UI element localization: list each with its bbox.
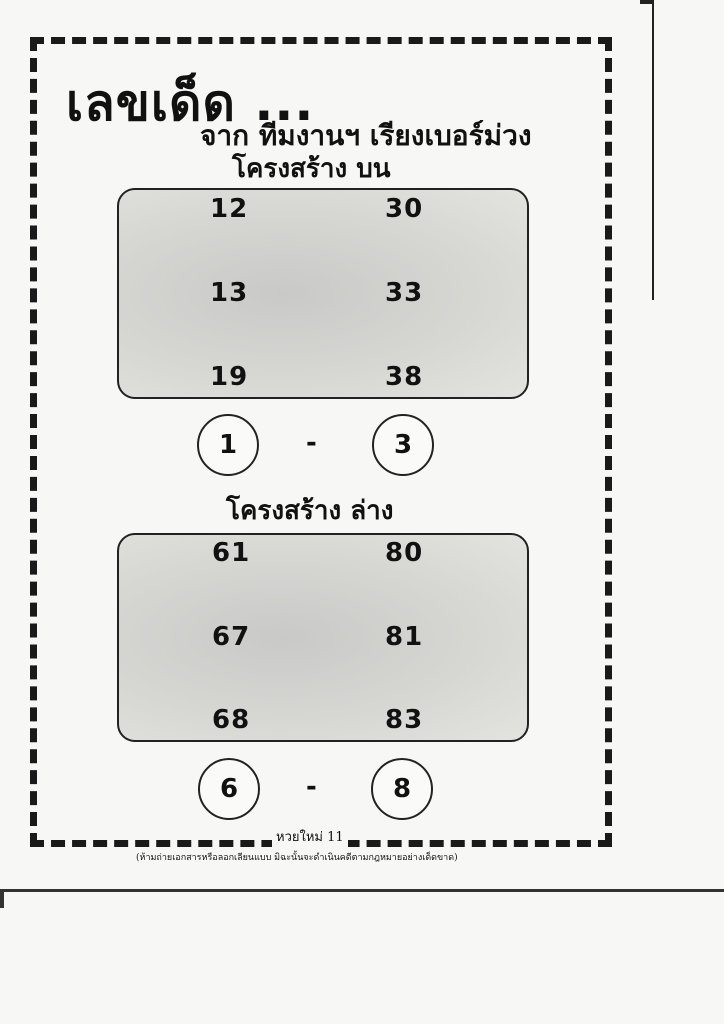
upper-number: 12 — [210, 194, 249, 224]
lower-number: 67 — [212, 622, 251, 652]
upper-digit-separator: - — [306, 428, 317, 458]
upper-number: 19 — [210, 362, 249, 392]
lower-section-label: โครงสร้าง ล่าง — [226, 496, 394, 526]
upper-digit-circle: 1 — [197, 414, 259, 476]
upper-number-box — [117, 188, 529, 399]
copyright-notice: (ห้ามถ่ายเอกสารหรือลอกเลียนแบบ มิฉะนั้นจะดำเนินคดีตามกฎหมายอย่างเด็ดขาด) — [136, 853, 458, 863]
scan-corner-mark — [0, 892, 4, 908]
lower-digit-circle: 6 — [198, 758, 260, 820]
scan-edge-line — [652, 0, 654, 300]
upper-number: 38 — [385, 362, 424, 392]
lower-number: 81 — [385, 622, 424, 652]
upper-number: 33 — [385, 278, 424, 308]
upper-number: 13 — [210, 278, 249, 308]
lower-number: 61 — [212, 538, 251, 568]
upper-number: 30 — [385, 194, 424, 224]
lower-number: 68 — [212, 705, 251, 735]
scan-bottom-line — [0, 889, 724, 892]
lower-digit-circle: 8 — [371, 758, 433, 820]
page-number-label: หวยใหม่ 11 — [272, 826, 348, 847]
lower-digit-separator: - — [306, 772, 317, 802]
upper-section-label: โครงสร้าง บน — [232, 154, 391, 184]
upper-digit-circle: 3 — [372, 414, 434, 476]
lower-number: 80 — [385, 538, 424, 568]
page-subtitle: จาก ทีมงานฯ เรียงเบอร์ม่วง — [200, 119, 532, 152]
page-title: เลขเด็ด ... — [66, 74, 315, 132]
lower-number: 83 — [385, 705, 424, 735]
lower-number-box — [117, 533, 529, 742]
